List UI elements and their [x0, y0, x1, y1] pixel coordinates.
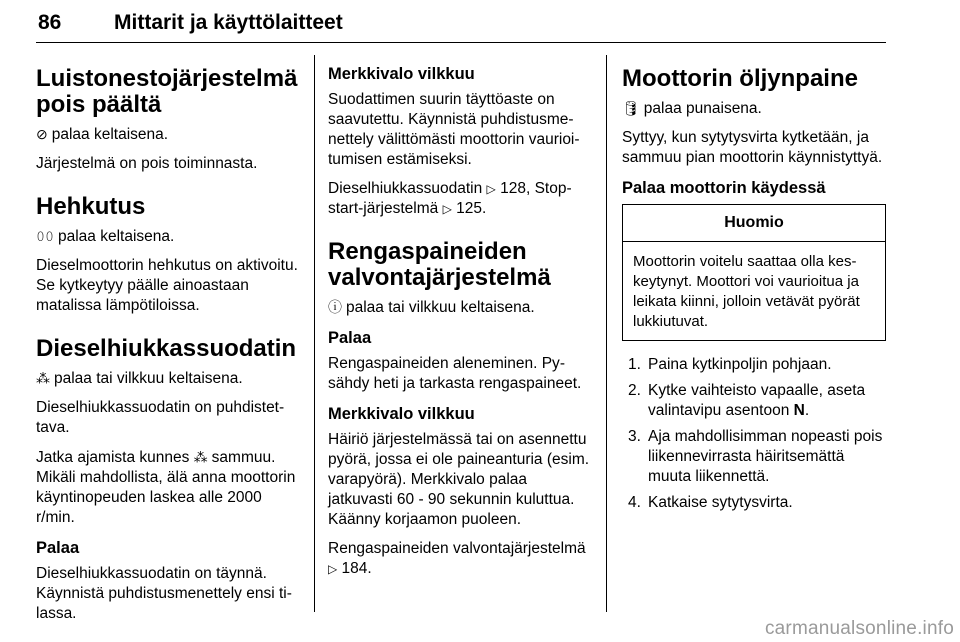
arrow-icon: ▷ [328, 562, 338, 576]
step-list [622, 355, 886, 513]
oil-pressure-icon: 🛢 [622, 100, 640, 116]
paragraph: Syttyy, kun sytytysvirta kytketään, ja sammuu pian moottorin käynnistyttyä. [622, 129, 883, 166]
watermark: carmanualsonline.info [764, 618, 954, 639]
section-heading: Moottorin öljynpaine [622, 65, 858, 92]
diesel-particle-filter-icon: ⁂ [193, 449, 208, 465]
cross-reference[interactable]: Rengaspaineiden valvontajärjestelmä ▷ 184 [328, 540, 586, 577]
paragraph: Rengaspaineiden aleneminen. Pysähdy heti ja tarkasta rengaspaineet. [328, 355, 582, 392]
subheading: Merkkivalo vilkkuu [328, 405, 475, 423]
list-item: 2. Kytke vaihteisto vapaalle, aseta valintavipu asentoon N. [628, 382, 866, 419]
paragraph: Suodattimen suurin täyttöaste on saavutettu. Käynnistä puhdistusmenettely välittömästi moottorin vaurioitumisen estämiseksi. [328, 91, 580, 168]
paragraph: Häiriö järjestelmässä tai on asennettu pyörä, jossa ei ole paineanturia (esim. varapyörä). Merkkivalo palaa jatkuvasti 60 - 90 sekunnin kuluttua. Käänny korjaamon puoleen. [328, 431, 590, 528]
notice-box [622, 204, 886, 341]
list-item: 3. Aja mahdollisimman nopeasti pois liikennevirrasta häiritsemättä muuta liikennettä. [628, 428, 883, 485]
page-number: 86 [38, 11, 62, 34]
list-item: 4. Katkaise sytytysvirta. [628, 494, 793, 511]
subheading: Palaa [36, 539, 80, 557]
paragraph: Dieselmoottorin hehkutus on aktivoitu. Se kytkeytyy päälle ainoastaan matalissa lämpötiloissa. [36, 257, 298, 314]
notice-body: Moottorin voitelu saattaa olla keskeytynyt. Moottori voi vaurioitua ja leikata kiinni, jolloin vetävät pyörät lukkiutuvat. [633, 253, 860, 330]
glow-plug-icon: 𝟶𝟶 [36, 228, 54, 244]
section-heading: Luistonestojärjestelmä pois päältä [36, 65, 298, 118]
chapter-title: Mittarit ja käyttölaitteet [114, 11, 343, 34]
paragraph: Järjestelmä on pois toiminnasta. [36, 155, 258, 172]
paragraph: Rengaspaineiden valvontajärjestelmä ▷ 184. [328, 540, 586, 577]
subheading: Palaa moottorin käydessä [622, 179, 826, 197]
paragraph: Jatka ajamista kunnes ⁂ sammuu. Mikäli mahdollista, älä anna moottorin käyntinopeuden laskea alle 2000 r/min. [36, 449, 296, 526]
subheading: Merkkivalo vilkkuu [328, 65, 475, 83]
paragraph: ⓘ palaa tai vilkkuu keltaisena. [328, 299, 535, 316]
cross-reference[interactable]: Stop-start-järjestelmä ▷ 125 [328, 180, 572, 217]
section-heading: Dieselhiukkassuodatin [36, 335, 297, 362]
section-heading: Rengaspaineiden valvontajärjestelmä [328, 238, 551, 291]
paragraph: Dieselhiukkassuodatin on puhdistettava. [36, 399, 285, 436]
page-header [36, 4, 886, 43]
paragraph: 🛢 palaa punaisena. [622, 100, 762, 117]
list-item: 1. Paina kytkinpoljin pohjaan. [628, 356, 832, 373]
arrow-icon: ▷ [442, 202, 452, 216]
paragraph: Dieselhiukkassuodatin ▷ 128, Stop-start-järjestelmä ▷ 125. [328, 180, 572, 217]
traction-control-off-icon: ⊘ [36, 126, 48, 142]
paragraph: ⊘ palaa keltaisena. [36, 126, 169, 143]
paragraph: ⁂ palaa tai vilkkuu keltaisena. [36, 370, 243, 387]
column-1 [36, 58, 302, 633]
column-3 [622, 58, 886, 519]
column-divider [606, 55, 607, 612]
subheading: Palaa [328, 329, 372, 347]
column-divider [314, 55, 315, 612]
paragraph: Dieselhiukkassuodatin on täynnä. Käynnistä puhdistusmenettely ensi tilassa. [36, 565, 292, 622]
column-2 [328, 58, 590, 588]
cross-reference[interactable]: Dieselhiukkassuodatin ▷ 128 [328, 180, 526, 197]
paragraph: 𝟶𝟶 palaa keltaisena. [36, 228, 175, 245]
tire-pressure-icon: ⓘ [328, 299, 342, 315]
arrow-icon: ▷ [486, 182, 496, 196]
notice-title: Huomio [623, 205, 885, 242]
diesel-particle-filter-icon: ⁂ [36, 370, 50, 386]
section-heading: Hehkutus [36, 193, 146, 220]
